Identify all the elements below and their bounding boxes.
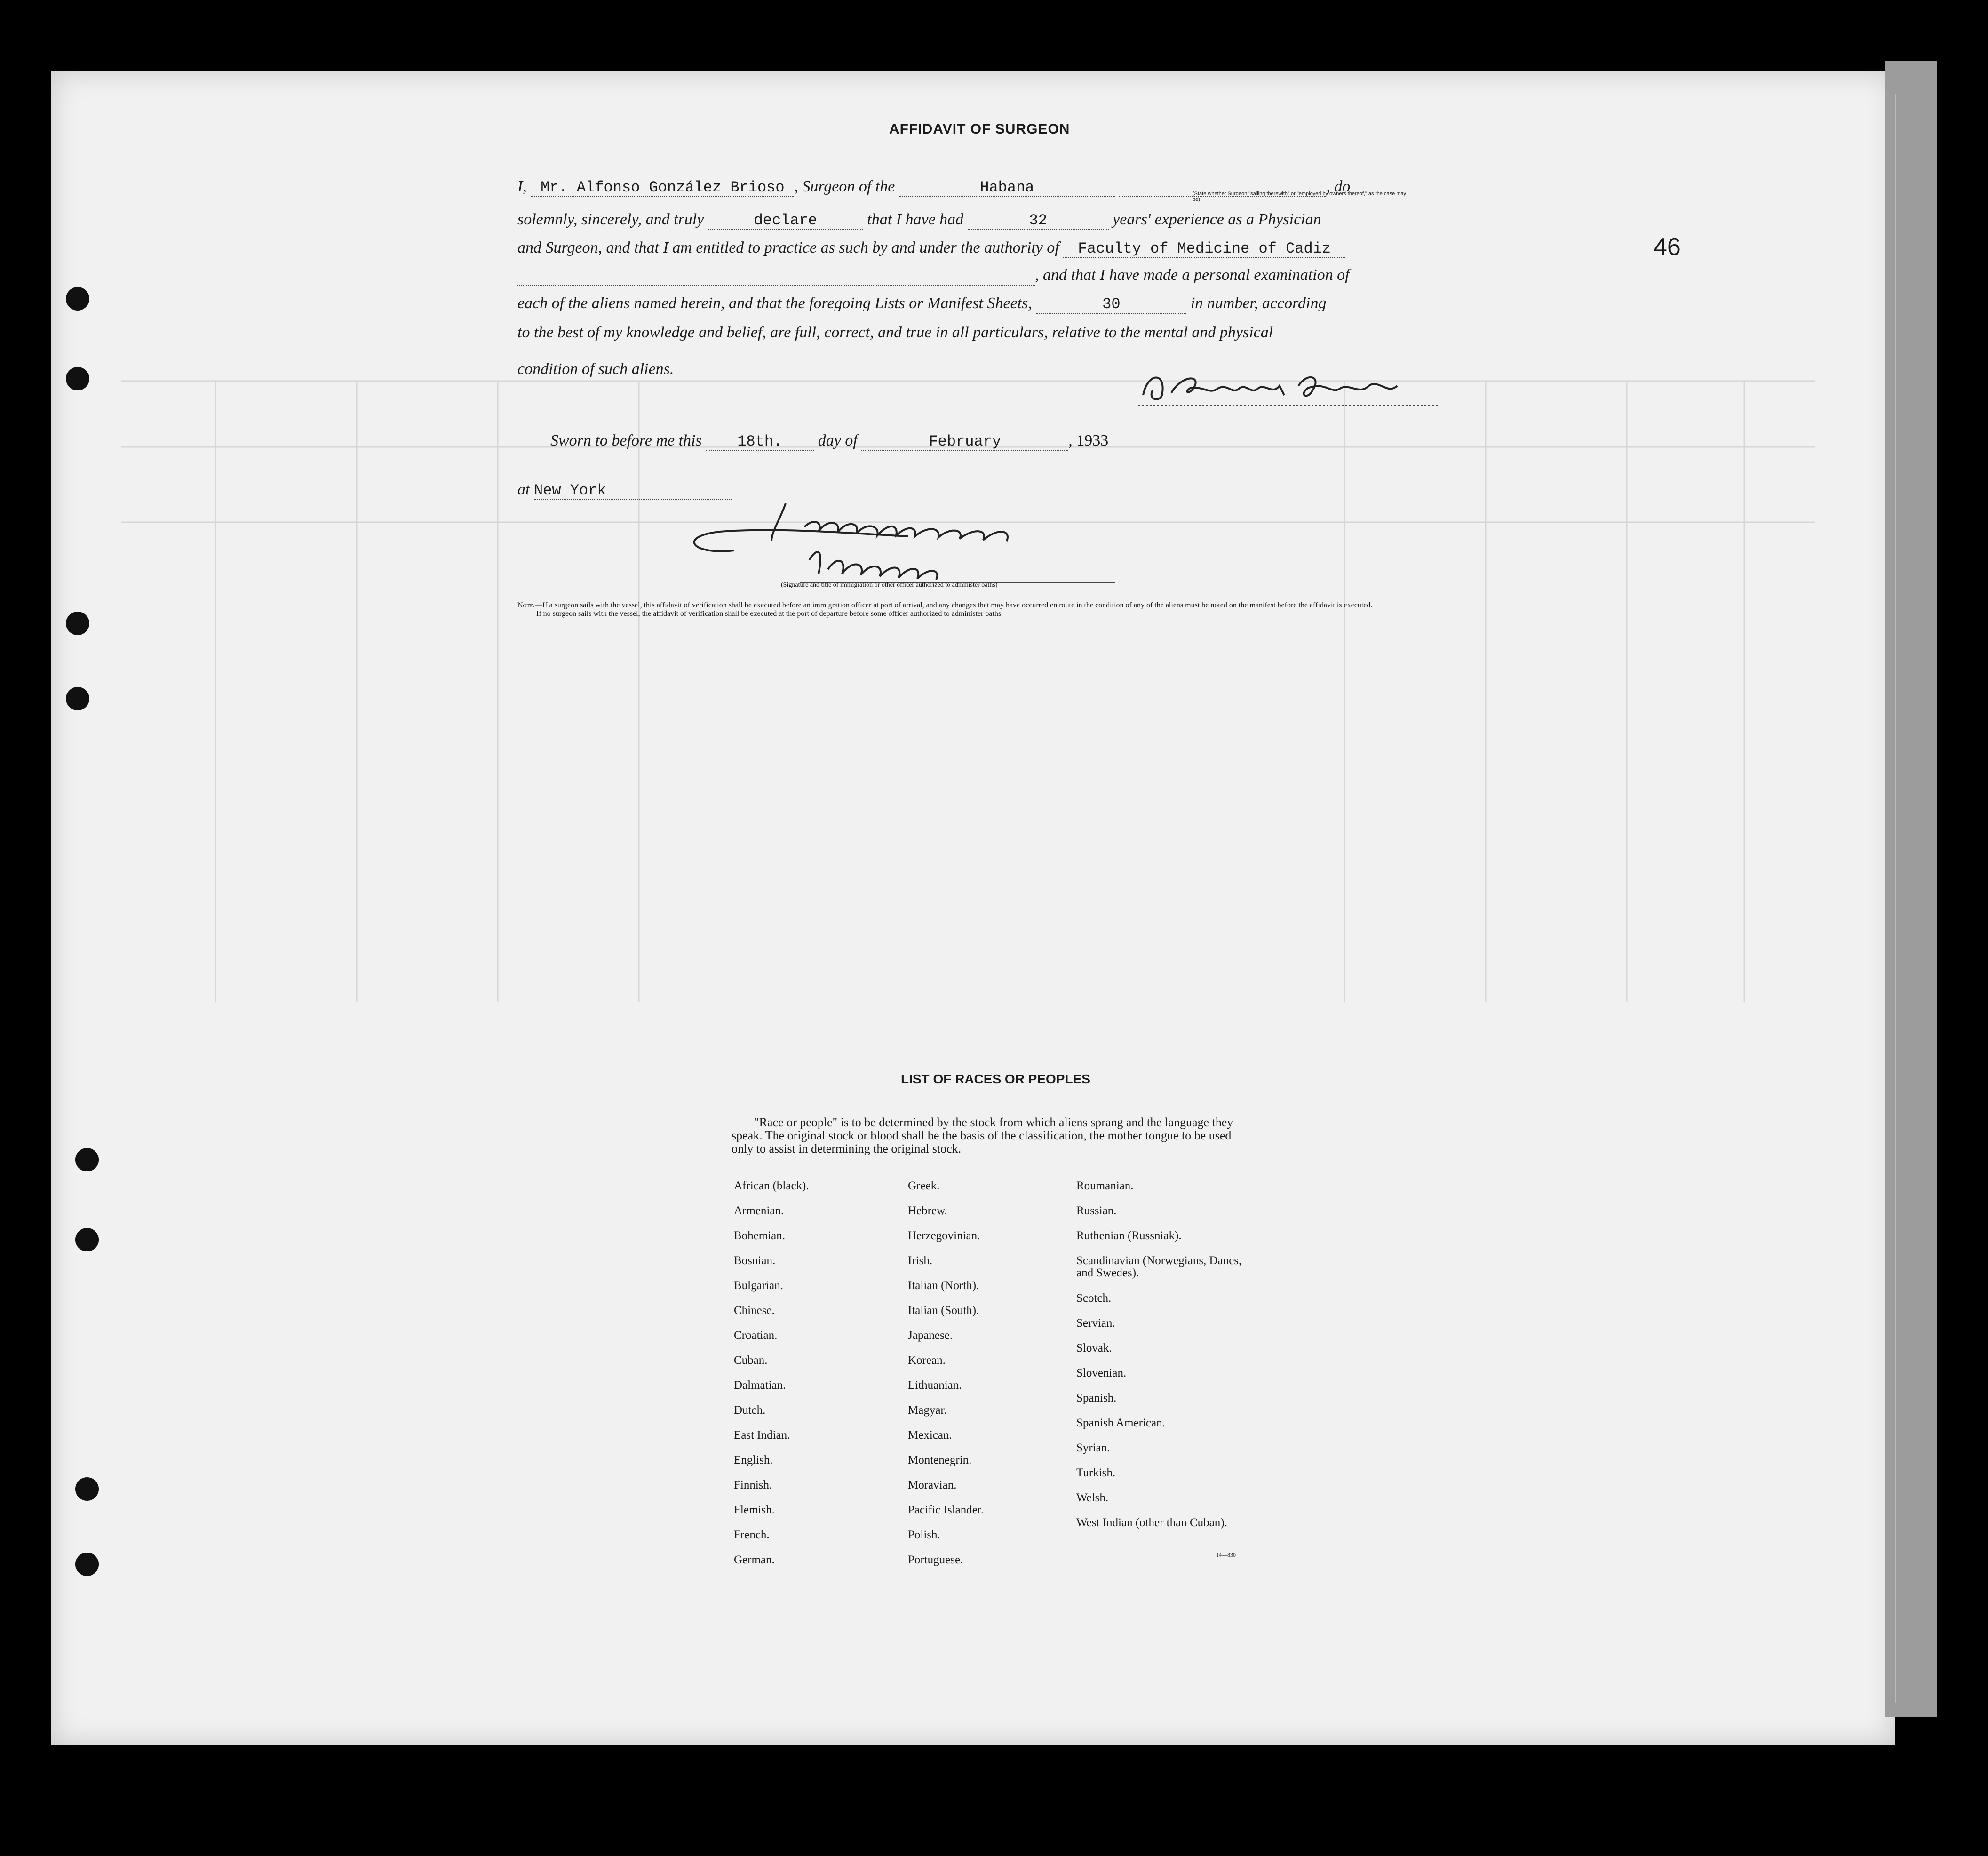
races-column-1 (734, 1180, 809, 1579)
race-list-item: Magyar. (908, 1404, 947, 1417)
race-list-item: Cuban. (734, 1354, 768, 1367)
sworn-month: February (861, 433, 1068, 451)
race-list-item: Irish. (908, 1254, 933, 1267)
race-list-item: French. (734, 1529, 770, 1541)
race-list-item: German. (734, 1553, 775, 1566)
affidavit-line-7: condition of such aliens. (517, 360, 674, 378)
sheets-count: 30 (1036, 295, 1186, 314)
race-list-item: African (black). (734, 1179, 809, 1192)
race-list-item: Pacific Islander. (908, 1504, 984, 1516)
races-title: LIST OF RACES OR PEOPLES (901, 1072, 1090, 1086)
note-lead: Note. (517, 601, 535, 609)
race-list-item: Moravian. (908, 1479, 957, 1491)
affidavit-line-1: I, Mr. Alfonso González Brioso , Surgeon of the Habana , do (517, 178, 1351, 196)
race-list-item: Mexican. (908, 1429, 952, 1442)
punch-hole (66, 612, 89, 635)
surgeon-name: Mr. Alfonso González Brioso (531, 179, 794, 197)
race-list-item: Ruthenian (Russniak). (1076, 1229, 1182, 1242)
punch-hole (66, 367, 89, 390)
races-intro: "Race or people" is to be determined by the stock from which aliens sprang and the language they speak. The original stock or blood shall be the basis of the classification, the mother tongue to be used only to assist in determining the original stock. (732, 1115, 1233, 1155)
race-list-item: Roumanian. (1076, 1179, 1134, 1192)
race-list-item: Scotch. (1076, 1292, 1112, 1305)
sworn-line: Sworn to before me this 18th. day of February , 1933 (550, 432, 1109, 450)
sworn-day: 18th. (706, 433, 814, 451)
at-line: at New York (517, 481, 732, 500)
authority: Faculty of Medicine of Cadiz (1063, 240, 1345, 258)
affidavit-note (517, 601, 1439, 618)
race-list-item: Montenegrin. (908, 1454, 972, 1466)
affidavit-line-6: to the best of my knowledge and belief, are full, correct, and true in all particulars, relative to the mental and physical (517, 324, 1273, 341)
race-list-item: Hebrew. (908, 1204, 947, 1217)
race-list-item: English. (734, 1454, 773, 1466)
punch-hole (75, 1477, 99, 1501)
note-text-1: —If a surgeon sails with the vessel, this affidavit of verification shall be executed before an immigration officer at port of arrival, and any changes that may have occurred en route in the condition of any of the aliens must be noted on the manifest before the affidavit is executed. (534, 601, 1373, 609)
race-list-item: Turkish. (1076, 1466, 1116, 1479)
affidavit-title: AFFIDAVIT OF SURGEON (889, 121, 1070, 137)
inspector-signature (663, 499, 1143, 593)
affidavit-line-5: each of the aliens named herein, and that the foregoing Lists or Manifest Sheets, 30 in number, according (517, 295, 1327, 313)
race-list-item: Herzegovinian. (908, 1229, 980, 1242)
race-list-item: Bulgarian. (734, 1279, 783, 1292)
race-list-item: Korean. (908, 1354, 946, 1367)
affidavit-line-2: solemnly, sincerely, and truly declare that I have had 32 years' experience as a Physician (517, 211, 1321, 229)
race-list-item: Spanish American. (1076, 1417, 1165, 1429)
race-list-item: Armenian. (734, 1204, 784, 1217)
vessel-name: Habana (899, 179, 1115, 197)
race-list-item: Spanish. (1076, 1392, 1117, 1404)
sheet-number: 46 (1654, 233, 1681, 261)
punch-hole (75, 1228, 99, 1251)
race-list-item: East Indian. (734, 1429, 790, 1442)
race-list-item: Flemish. (734, 1504, 775, 1516)
declare-word: declare (708, 212, 863, 230)
race-list-item: Finnish. (734, 1479, 772, 1491)
race-list-item: Dalmatian. (734, 1379, 786, 1392)
at-place: New York (534, 482, 732, 500)
surgeon-signature (1138, 367, 1439, 409)
authority-continued-blank (517, 267, 1035, 286)
punch-hole (75, 1553, 99, 1576)
race-list-item: Japanese. (908, 1329, 953, 1342)
race-list-item: Italian (North). (908, 1279, 979, 1292)
race-list-item: Chinese. (734, 1304, 775, 1317)
race-list-item: Slovenian. (1076, 1367, 1127, 1379)
affidavit-line-3: and Surgeon, and that I am entitled to practice as such by and under the authority of Faculty of Medicine of Cadiz (517, 239, 1345, 258)
note-text-2: If no surgeon sails with the vessel, the affidavit of verification shall be executed at the port of departure before some officer authorized to administer oaths. (536, 610, 1003, 618)
note-paragraph-1 (517, 601, 1439, 610)
race-list-item: Lithuanian. (908, 1379, 962, 1392)
race-list-item: Greek. (908, 1179, 940, 1192)
margin-sheet (1895, 94, 1924, 1703)
race-list-item: Croatian. (734, 1329, 778, 1342)
years-experience: 32 (968, 212, 1109, 230)
races-column-2 (908, 1180, 984, 1579)
surgeon-status-note: (State whether Surgeon "sailing therewith" or "employed by owners thereof," as the case may be) (1193, 191, 1407, 202)
race-list-item: Syrian. (1076, 1442, 1110, 1454)
sworn-year: 1933 (1076, 432, 1109, 449)
race-list-item: Portuguese. (908, 1553, 963, 1566)
races-column-3 (1076, 1180, 1255, 1554)
race-list-item: Scandinavian (Norwegians, Danes, and Swedes). (1076, 1254, 1242, 1279)
race-list-item: Servian. (1076, 1317, 1115, 1330)
form-number: 14—830 (1216, 1552, 1236, 1558)
race-list-item: Dutch. (734, 1404, 766, 1417)
race-list-item: Italian (South). (908, 1304, 979, 1317)
race-list-item: Polish. (908, 1529, 940, 1541)
race-list-item: Bohemian. (734, 1229, 786, 1242)
race-list-item: Slovak. (1076, 1342, 1112, 1354)
signature-caption: (Signature and title of immigration or other officer authorized to administer oaths) (781, 581, 998, 589)
race-list-item: Bosnian. (734, 1254, 776, 1267)
punch-hole (75, 1148, 99, 1171)
punch-hole (66, 287, 89, 311)
punch-hole (66, 687, 89, 710)
note-paragraph-2 (517, 610, 1439, 618)
race-list-item: West Indian (other than Cuban). (1076, 1516, 1227, 1529)
race-list-item: Russian. (1076, 1204, 1117, 1217)
race-list-item: Welsh. (1076, 1491, 1109, 1504)
affidavit-line-4: , and that I have made a personal examination of (517, 266, 1350, 286)
